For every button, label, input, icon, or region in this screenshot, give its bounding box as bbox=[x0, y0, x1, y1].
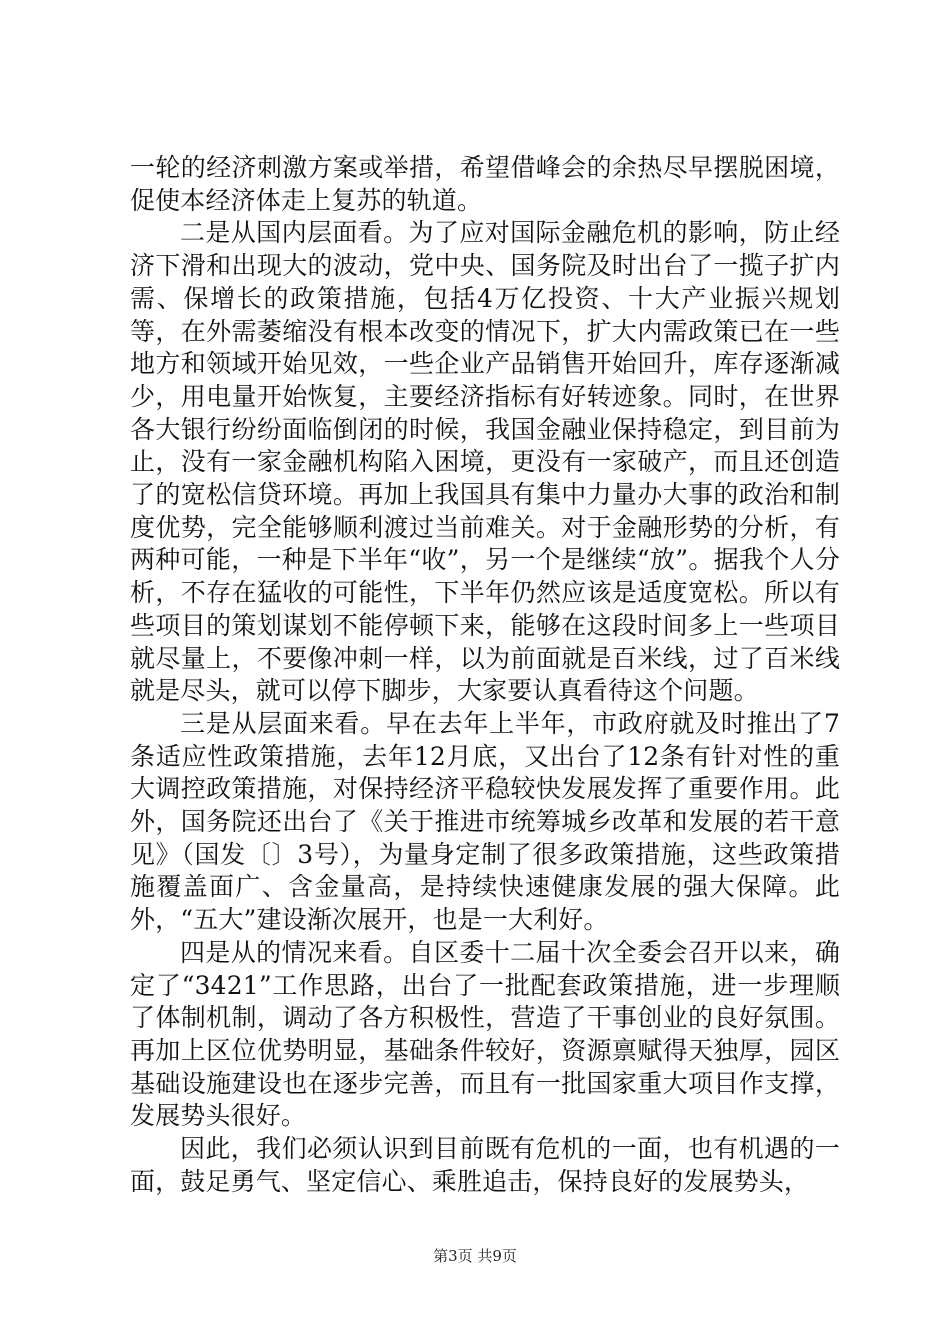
page-number-footer: 第3页 共9页 bbox=[433, 1247, 517, 1265]
paragraph-conclusion: 因此，我们必须认识到目前既有危机的一面，也有机遇的一面，鼓足勇气、坚定信心、乘胜追击，保持良好的发展势头， bbox=[130, 1134, 840, 1196]
document-body bbox=[130, 152, 840, 1199]
paragraph-continuation: 一轮的经济刺激方案或举措，希望借峰会的余热尽早摆脱困境，促使本经济体走上复苏的轨道。 bbox=[130, 153, 840, 215]
paragraph-domestic-level: 二是从国内层面看。为了应对国际金融危机的影响，防止经济下滑和出现大的波动，党中央、国务院及时出台了一揽子扩内需、保增长的政策措施，包括4万亿投资、十大产业振兴规划等，在外需萎缩没有根本改变的情况下，扩大内需政策已在一些地方和领域开始见效，一些企业产品销售开始回升，库存逐渐减少，用电量开始恢复，主要经济指标有好转迹象。同时，在世界各大银行纷纷面临倒闭的时候，我国金融业保持稳定，到目前为止，没有一家金融机构陷入困境，更没有一家破产，而且还创造了的宽松信贷环境。再加上我国具有集中力量办大事的政治和制度优势，完全能够顺利渡过当前难关。对于金融形势的分析，有两种可能，一种是下半年“收”，另一个是继续“放”。据我个人分析，不存在猛收的可能性，下半年仍然应该是适度宽松。所以有些项目的策划谋划不能停顿下来，能够在这段时间多上一些项目就尽量上，不要像冲刺一样，以为前面就是百米线，过了百米线就是尽头，就可以停下脚步，大家要认真看待这个问题。 bbox=[130, 218, 840, 706]
paragraph-district-situation: 四是从的情况来看。自区委十二届十次全委会召开以来，确定了“3421”工作思路，出台了一批配套政策措施，进一步理顺了体制机制，调动了各方积极性，营造了干事创业的良好氛围。再加上区位优势明显，基础条件较好，资源禀赋得天独厚，园区基础设施建设也在逐步完善，而且有一批国家重大项目作支撑，发展势头很好。 bbox=[130, 937, 840, 1131]
paragraph-municipal-level: 三是从层面来看。早在去年上半年，市政府就及时推出了7条适应性政策措施，去年12月底，又出台了12条有针对性的重大调控政策措施，对保持经济平稳较快发展发挥了重要作用。此外，国务院还出台了《关于推进市统筹城乡改革和发展的若干意见》（国发〔〕3号），为量身定制了很多政策措施，这些政策措施覆盖面广、含金量高，是持续快速健康发展的强大保障。此外，“五大”建设渐次展开，也是一大利好。 bbox=[130, 708, 840, 935]
